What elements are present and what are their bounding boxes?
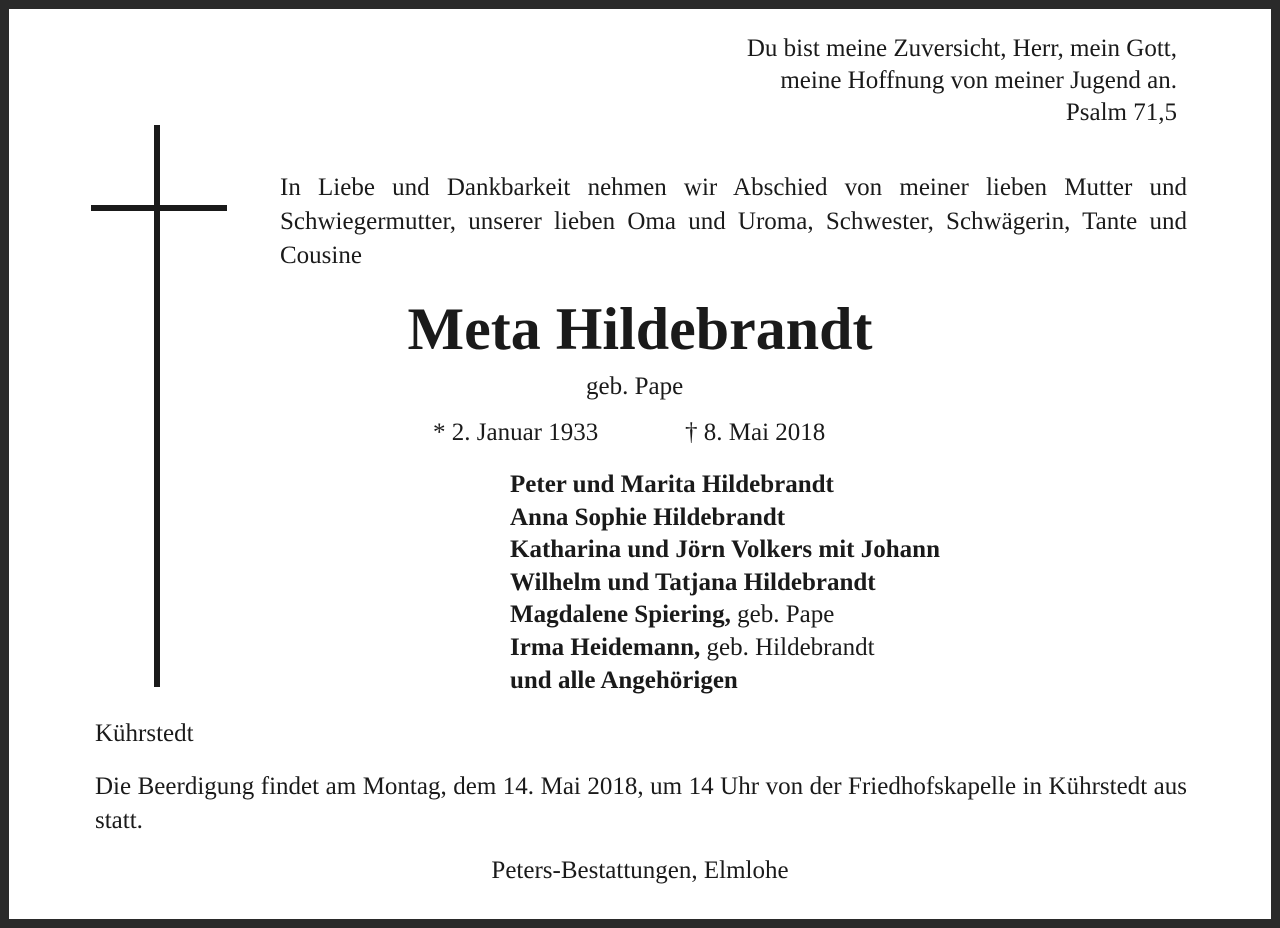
mourner-suffix: geb. Hildebrandt (700, 633, 875, 661)
cross-icon (91, 125, 227, 687)
maiden-name: geb. Pape (586, 373, 684, 400)
mourner-name: Irma Heidemann, (510, 633, 701, 661)
place-name: Kührstedt (95, 720, 194, 747)
mourner-row (510, 469, 940, 502)
undertaker-name: Peters-Bestattungen, Elmlohe (491, 857, 789, 884)
mourner-row (510, 567, 940, 600)
mourner-row (510, 632, 940, 665)
cross-horizontal-bar (91, 205, 227, 211)
mourner-name: und alle Angehörigen (510, 666, 738, 694)
obituary-notice (9, 9, 1271, 919)
verse-reference: Psalm 71,5 (1065, 99, 1177, 126)
funeral-details: Die Beerdigung findet am Montag, dem 14. Mai 2018, um 14 Uhr von der Friedhofskapelle in Kührstedt aus statt. (95, 773, 1187, 834)
mourner-row (510, 502, 940, 535)
intro-text: In Liebe und Dankbarkeit nehmen wir Abschied von meiner lieben Mutter und Schwiegermutter, unserer lieben Oma und Uroma, Schwester, Schwägerin, Tante und Cousine (280, 174, 1187, 269)
mourner-name: Peter und Marita Hildebrandt (510, 471, 834, 498)
bible-verse (747, 33, 1177, 129)
verse-line-2: meine Hoffnung von meiner Jugend an. (780, 67, 1177, 94)
mourner-name: Anna Sophie Hildebrandt (510, 503, 786, 531)
deceased-name: Meta Hildebrandt (407, 296, 873, 362)
mourner-suffix: geb. Pape (730, 601, 835, 629)
mourner-row (510, 665, 940, 698)
mourners-list (510, 469, 940, 697)
mourner-name: Katharina und Jörn Volkers mit Johann (510, 536, 940, 564)
birth-date: * 2. Januar 1933 (433, 419, 599, 446)
mourner-name: Wilhelm und Tatjana Hildebrandt (510, 568, 876, 596)
mourner-name: Magdalene Spiering, (510, 601, 731, 629)
death-date: † 8. Mai 2018 (685, 419, 826, 446)
mourner-row (510, 534, 940, 567)
verse-line-1: Du bist meine Zuversicht, Herr, mein Gott, (746, 35, 1177, 62)
mourner-row (510, 599, 940, 632)
